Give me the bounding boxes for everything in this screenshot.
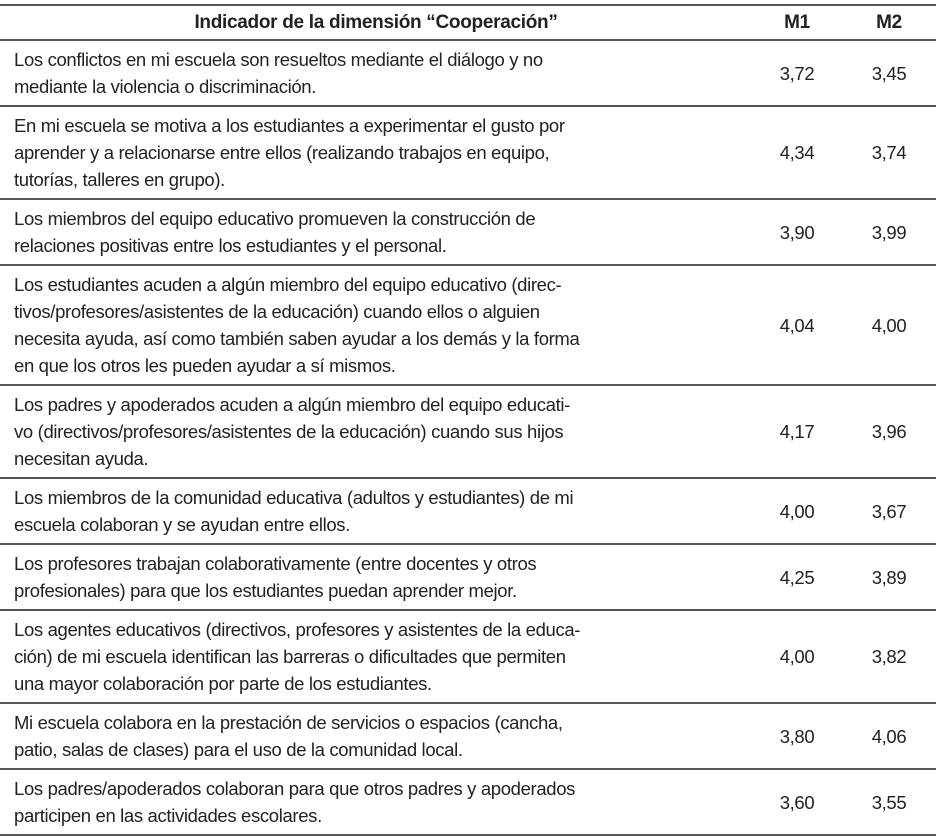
m1-value: 4,00: [752, 478, 842, 544]
m1-value: 4,25: [752, 544, 842, 610]
table-row: [0, 40, 936, 106]
table-row: [0, 703, 936, 769]
m1-value: 3,60: [752, 769, 842, 835]
indicator-text: Los miembros de la comunidad educativa (adultos y estudiantes) de mi escuela colaboran y se ayudan entre ellos.: [0, 478, 752, 544]
m1-value: 4,04: [752, 265, 842, 385]
indicator-text: Los miembros del equipo educativo promueven la construcción de relaciones positivas entre los estudiantes y el personal.: [0, 199, 752, 265]
m2-value: 3,82: [842, 610, 936, 703]
indicator-text: Los padres y apoderados acuden a algún miembro del equipo educati- vo (directivos/profesores/asistentes de la educación) cuando sus hijos necesitan ayuda.: [0, 385, 752, 478]
table-row: [0, 769, 936, 835]
m2-value: 3,89: [842, 544, 936, 610]
cooperation-indicators-table: [0, 4, 936, 836]
table-row: [0, 385, 936, 478]
table-row: [0, 199, 936, 265]
m1-value: 4,17: [752, 385, 842, 478]
m1-value: 4,34: [752, 106, 842, 199]
table-row: [0, 610, 936, 703]
m1-value: 3,72: [752, 40, 842, 106]
indicator-text: Mi escuela colabora en la prestación de servicios o espacios (cancha, patio, salas de clases) para el uso de la comunidad local.: [0, 703, 752, 769]
m2-value: 3,96: [842, 385, 936, 478]
header-indicator: Indicador de la dimensión “Cooperación”: [0, 5, 752, 40]
table-row: [0, 106, 936, 199]
indicator-text: Los conflictos en mi escuela son resueltos mediante el diálogo y no mediante la violencia o discriminación.: [0, 40, 752, 106]
table-row: [0, 544, 936, 610]
indicator-text: Los profesores trabajan colaborativamente (entre docentes y otros profesionales) para que los estudiantes puedan aprender mejor.: [0, 544, 752, 610]
header-m2: M2: [842, 5, 936, 40]
m1-value: 4,00: [752, 610, 842, 703]
m2-value: 3,55: [842, 769, 936, 835]
m1-value: 3,90: [752, 199, 842, 265]
m2-value: 3,74: [842, 106, 936, 199]
indicator-text: Los padres/apoderados colaboran para que otros padres y apoderados participen en las actividades escolares.: [0, 769, 752, 835]
table-row: [0, 265, 936, 385]
m2-value: 3,67: [842, 478, 936, 544]
header-row: [0, 5, 936, 40]
header-m1: M1: [752, 5, 842, 40]
m2-value: 4,00: [842, 265, 936, 385]
indicator-text: En mi escuela se motiva a los estudiantes a experimentar el gusto por aprender y a relacionarse entre ellos (realizando trabajos en equipo, tutorías, talleres en grupo).: [0, 106, 752, 199]
m2-value: 4,06: [842, 703, 936, 769]
m1-value: 3,80: [752, 703, 842, 769]
m2-value: 3,99: [842, 199, 936, 265]
table-row: [0, 478, 936, 544]
indicator-text: Los estudiantes acuden a algún miembro del equipo educativo (direc- tivos/profesores/asistentes de la educación) cuando ellos o alguien necesita ayuda, así como también saben ayudar a los demás y la forma en que los otros les pueden ayudar a sí mismos.: [0, 265, 752, 385]
m2-value: 3,45: [842, 40, 936, 106]
indicator-text: Los agentes educativos (directivos, profesores y asistentes de la educa- ción) de mi escuela identifican las barreras o dificultades que permiten una mayor colaboración por parte de los estudiantes.: [0, 610, 752, 703]
